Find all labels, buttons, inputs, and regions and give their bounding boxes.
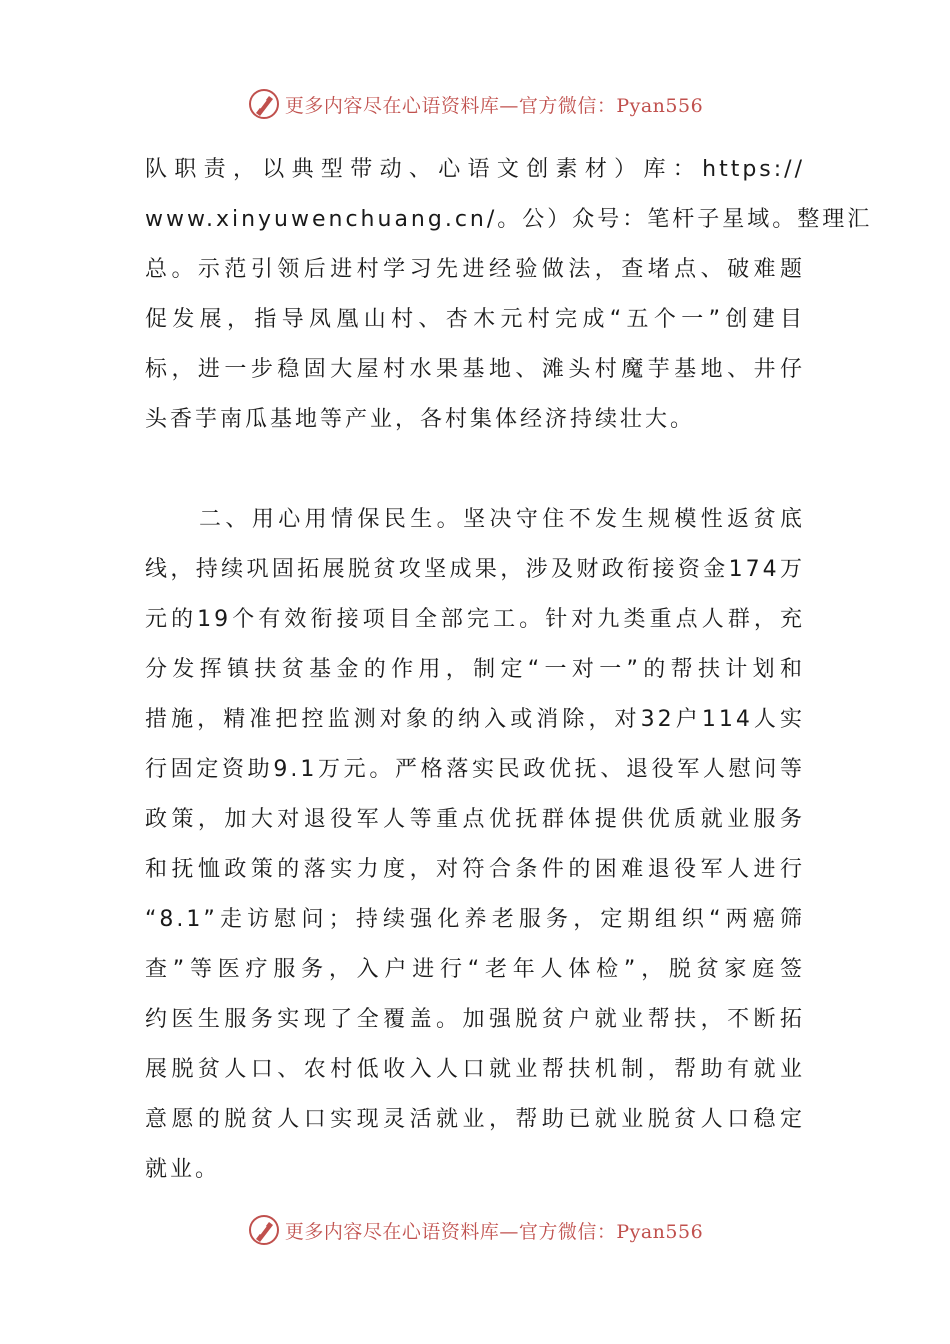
paragraph-2-line: 意愿的脱贫人口实现灵活就业，帮助已就业脱贫人口稳定 (145, 1107, 805, 1132)
paragraph-1 (145, 145, 873, 445)
paragraph-2-line: 分发挥镇扶贫基金的作用，制定“一对一”的帮扶计划和 (145, 657, 805, 682)
paragraph-2 (145, 495, 805, 1195)
paragraph-1-line: www.xinyuwenchuang.cn/。公）众号：笔杆子星域。整理汇 (145, 207, 873, 232)
paragraph-1-line: 队职责，以典型带动、心语文创素材）库：https:// (145, 157, 805, 182)
paragraph-2-line: 措施，精准把控监测对象的纳入或消除，对32户114人实 (145, 707, 805, 732)
paragraph-2-line: 行固定资助9.1万元。严格落实民政优抚、退役军人慰问等 (145, 757, 805, 782)
paragraph-2-line: 政策，加大对退役军人等重点优抚群体提供优质就业服务 (145, 807, 805, 832)
paragraph-1-line: 标，进一步稳固大屋村水果基地、滩头村魔芋基地、井仔 (145, 357, 805, 382)
footer-banner (0, 1210, 950, 1250)
paragraph-2-line: 线，持续巩固拓展脱贫攻坚成果，涉及财政衔接资金174万 (145, 557, 805, 582)
paragraph-2-line: 约医生服务实现了全覆盖。加强脱贫户就业帮扶，不断拓 (145, 1007, 805, 1032)
paragraph-1-line: 头香芋南瓜基地等产业，各村集体经济持续壮大。 (145, 407, 696, 432)
paragraph-1-line: 促发展，指导凤凰山村、杏木元村完成“五个一”创建目 (145, 307, 805, 332)
paragraph-1-line: 总。示范引领后进村学习先进经验做法，查堵点、破难题 (145, 257, 805, 282)
paragraph-2-line: 就业。 (145, 1157, 221, 1182)
paragraph-2-line: 展脱贫人口、农村低收入人口就业帮扶机制，帮助有就业 (145, 1057, 805, 1082)
pen-nib-logo-icon (247, 1213, 281, 1247)
header-banner-text: 更多内容尽在心语资料库—官方微信：Pyan556 (284, 94, 704, 117)
paragraph-2-line: 二、用心用情保民生。坚决守住不发生规模性返贫底 (199, 507, 805, 532)
footer-banner-text: 更多内容尽在心语资料库—官方微信：Pyan556 (284, 1220, 704, 1243)
paragraph-2-line: 查”等医疗服务，入户进行“老年人体检”，脱贫家庭签 (145, 957, 805, 982)
header-banner (0, 84, 950, 124)
paragraph-2-line: 元的19个有效衔接项目全部完工。针对九类重点人群，充 (145, 607, 805, 632)
paragraph-2-line: “8.1”走访慰问；持续强化养老服务，定期组织“两癌筛 (145, 907, 805, 932)
paragraph-2-line: 和抚恤政策的落实力度，对符合条件的困难退役军人进行 (145, 857, 805, 882)
pen-nib-logo-icon (247, 87, 281, 121)
